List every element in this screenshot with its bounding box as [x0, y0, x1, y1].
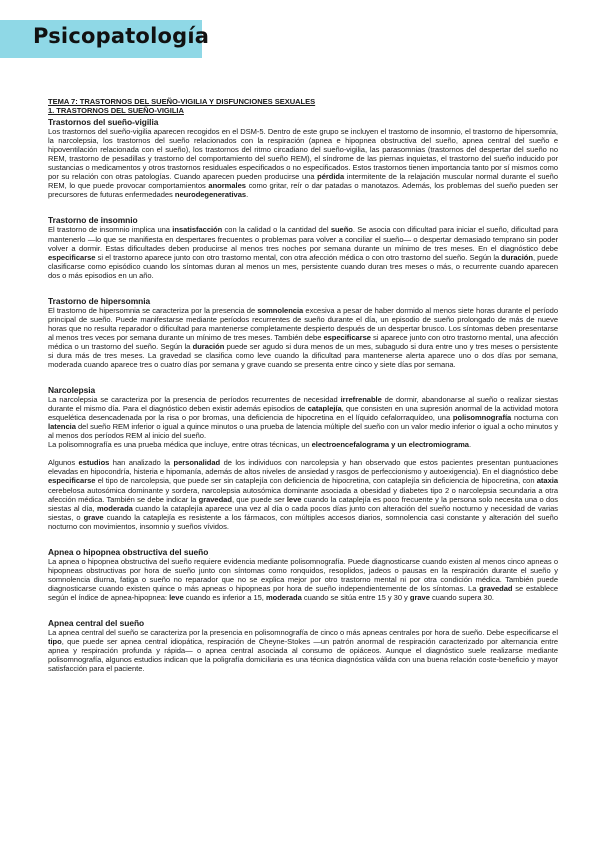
apnea-obstructiva-heading: Apnea o hipopnea obstructiva del sueño: [48, 546, 209, 557]
apnea-obstructiva-block: [48, 547, 558, 602]
document-body: [48, 97, 558, 673]
topic-title: TEMA 7: TRASTORNOS DEL SUEÑO-VIGILIA Y DISFUNCIONES SEXUALES: [48, 97, 316, 106]
narcolepsia-paragraph-1: La narcolepsia se caracteriza por la presencia de períodos recurrentes de necesidad irrefrenable de dormir, abandonarse al sueño o realizar siestas durante el mismo día. Para el diagnóstico deben existir además episodios de cataplejía, que consisten en una supresión anormal de la actividad motora esquelética desencadenada por la risa o por bromas, una deficiencia de hipocretina en el líquido cefalorraquídeo, una polisomnografía nocturna con latencia del sueño REM inferior o igual a quince minutos o una prueba de latencia múltiple del sueño con un valor medio inferior o igual a ocho minutos y al menos dos períodos REM al inicio del sueño. La polisomnografía es una prueba médica que incluye, entre otras técnicas, un electroencefalograma y un electromiograma.: [48, 395, 558, 450]
apnea-central-heading: Apnea central del sueño: [48, 617, 145, 628]
header-title: Psicopatología: [33, 24, 210, 48]
narcolepsia-block: [48, 385, 558, 531]
apnea-central-block: [48, 618, 558, 673]
apnea-obstructiva-paragraph: La apnea o hipopnea obstructiva del sueño requiere evidencia mediante polisomnografía. Puede diagnosticarse cuando existen al menos cinco apneas o hipopneas obstructivas por hora de sueño junto con síntomas como ronquidos, resoplidos, jadeos o pausas en la respiración durante el sueño y somnolencia diurna, fatiga o sueño no reparador que no se explica mejor por otro trastorno mental ni por otra condición médica. También puede diagnosticarse cuando existen quince o más apneas o hipopneas por hora de sueño independientemente de los síntomas. La gravedad se establece según el índice de apnea-hipopnea: leve cuando es inferior a 15, moderada cuando se sitúa entre 15 y 30 y grave cuando supera 30.: [48, 556, 558, 602]
page-header: [0, 20, 600, 58]
narcolepsia-heading: Narcolepsia: [48, 385, 96, 396]
hipersomnia-paragraph: El trastorno de hipersomnia se caracteriza por la presencia de somnolencia excesiva a pesar de haber dormido al menos siete horas durante el período principal de sueño. Puede manifestarse mediante períodos recurrentes de sueño durante el día, un episodio de sueño prolongado de más de nueve horas que no resulta reparador o dificultad para mantenerse completamente despierto después de un despertar brusco. Los síntomas deben presentarse al menos tres veces por semana durante un mínimo de tres meses. También debe especificarse si aparece junto con otro trastorno mental, una afección médica o un trastorno del sueño. Según la duración puede ser agudo si dura menos de un mes, subagudo si dura entre uno y tres meses o persistente si dura más de tres meses. La gravedad se clasifica como leve cuando la dificultad para mantenerse alerta aparece uno o dos días por semana, moderada cuando aparece tres o cuatro días por semana y grave cuando se presenta entre cinco y siete días por semana.: [48, 305, 558, 370]
insomnio-paragraph: El trastorno de insomnio implica una insatisfacción con la calidad o la cantidad del sueño. Se asocia con dificultad para iniciar el sueño, dificultad para mantenerlo —lo que se manifiesta en despertares frecuentes o problemas para volver a conciliar el sueño— o despertar demasiado temprano sin poder volver a dormir. Estas dificultades deben producirse al menos tres noches por semana durante un mínimo de tres meses. En el diagnóstico debe especificarse si el trastorno aparece junto con otro trastorno mental, con otra afección médica o con otro trastorno del sueño. Según la duración, puede clasificarse como episódico cuando los síntomas duran al menos un mes, persistente cuando duran tres meses o más, o recurrente cuando aparecen dos o más episodios en un año.: [48, 225, 558, 280]
insomnio-heading: Trastorno de insomnio: [48, 215, 138, 226]
section-title: 1. TRASTORNOS DEL SUEÑO-VIGILIA: [48, 106, 184, 116]
apnea-central-paragraph: La apnea central del sueño se caracteriza por la presencia en polisomnografía de cinco o más apneas centrales por hora de sueño. Debe especificarse el tipo, que puede ser apnea central idiopática, respiración de Cheyne-Stokes —un patrón anormal de respiración caracterizado por alternancia entre apnea y respiración profunda y rápida— o apnea central asociada al consumo de opiáceos. Aunque el diagnóstico suele realizarse mediante polisomnografía, algunos estudios indican que la poligrafía domiciliaria es una técnica diagnóstica válida con una buena relación coste-beneficio y mayor satisfacción para el paciente.: [48, 627, 558, 674]
intro-heading: Trastornos del sueño-vigilia: [48, 117, 159, 128]
hipersomnia-block: [48, 296, 558, 369]
insomnio-block: [48, 215, 558, 279]
hipersomnia-heading: Trastorno de hipersomnia: [48, 295, 151, 306]
intro-block: [48, 117, 558, 199]
narcolepsia-paragraph-2: Algunos estudios han analizado la personalidad de los individuos con narcolepsia y han observado que estos pacientes presentan puntuaciones elevadas en hipocondría, histeria e hipomanía, además de altos niveles de ansiedad y rasgos de perfeccionismo y autoexigencia). En el diagnóstico debe especificarse el tipo de narcolepsia, que puede ser sin cataplejía con deficiencia de hipocretina, con cataplejía sin deficiencia de hipocretina, con ataxia cerebelosa autosómica dominante y sordera, narcolepsia autosómica dominante asociada a obesidad y diabetes tipo 2 o narcolepsia secundaria a otra afección médica. También se debe indicar la gravedad, que puede ser leve cuando la cataplejía es poco frecuente y la persona solo necesita una o dos siestas al día, moderada cuando la cataplejía aparece una vez al día o cada pocos días junto con alteración del sueño nocturno y necesidad de varias siestas, o grave cuando la cataplejía es resistente a los fármacos, con múltiples accesos diarios, somnolencia casi constante y alteración del sueño nocturno con movimientos, insomnio y sueños vívidos.: [48, 458, 558, 531]
intro-paragraph: Los trastornos del sueño-vigilia aparecen recogidos en el DSM-5. Dentro de este grupo se incluyen el trastorno de insomnio, el trastorno de hipersomnia, la narcolepsia, los trastornos del sueño relacionados con la respiración (apnea e hipopnea obstructiva del sueño, apnea central del sueño e hipoventilación relacionada con el sueño), los trastornos del ritmo circadiano del sueño-vigilia, las parasomnias (trastornos del despertar del sueño no REM, trastorno de pesadillas y trastorno del comportamiento del sueño REM), el síndrome de las piernas inquietas, el trastorno del sueño inducido por sustancias o medicamentos y otros trastornos residuales especificados o no especificados. Estos trastornos tienen importancia tanto por sí mismos como por su relación con otras patologías. Cuando aparecen pueden producirse una pérdida intermitente de la relajación muscular normal durante el sueño REM, lo que puede provocar comportamientos anormales como gritar, reír o dar patadas o manotazos. Además, los problemas del sueño pueden ser precursores de futuras enfermedades neurodegenerativas.: [48, 127, 558, 200]
